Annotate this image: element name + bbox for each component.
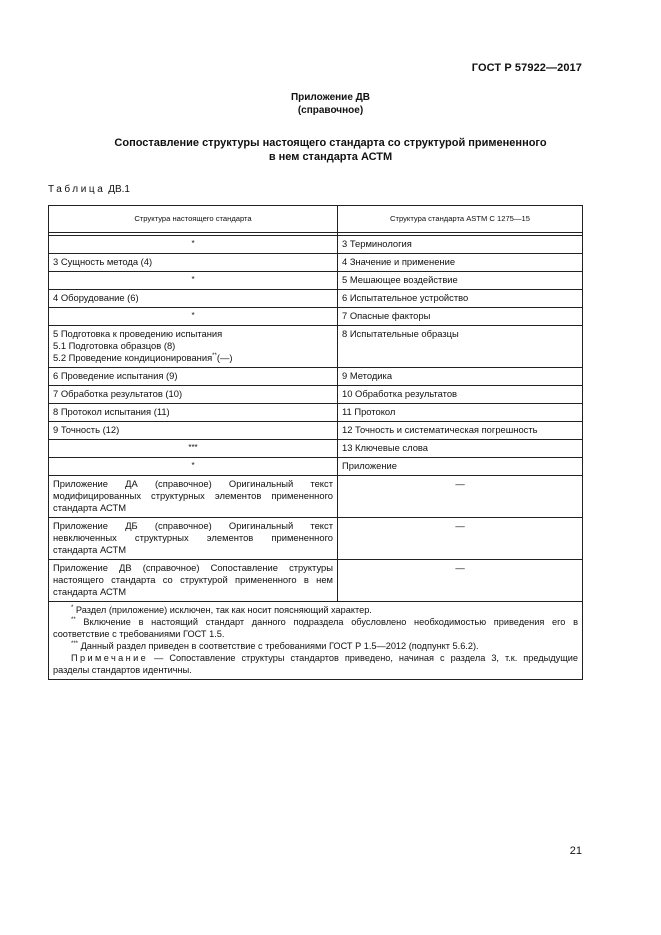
document-title-line-1: Сопоставление структуры настоящего стандарта со структурой примененного — [114, 137, 547, 149]
table-row — [49, 518, 583, 560]
cell-right: 3 Терминология — [338, 236, 583, 254]
header-astm-standard: Структура стандарта ASTM C 1275—15 — [338, 206, 583, 233]
appendix-kind: (справочное) — [297, 105, 364, 116]
table-caption — [48, 184, 130, 195]
cell-right: 9 Методика — [338, 368, 583, 386]
appendix-heading — [0, 91, 661, 117]
table-footnotes-row — [49, 602, 583, 680]
cell-left: Приложение ДВ (справочное) Сопоставление структуры настоящего стандарта со структурой примененного в нем стандарта АСТМ — [49, 560, 338, 602]
cell-right: 8 Испытательные образцы — [338, 326, 583, 368]
table-row — [49, 560, 583, 602]
cell-left: 7 Обработка результатов (10) — [49, 386, 338, 404]
table-row — [49, 272, 583, 290]
footnote-3 — [53, 640, 578, 652]
table-row — [49, 326, 583, 368]
table-note — [53, 652, 578, 676]
cell-right: 12 Точность и систематическая погрешность — [338, 422, 583, 440]
cell-left-line-3-tail: (—) — [216, 352, 233, 363]
cell-left: 6 Проведение испытания (9) — [49, 368, 338, 386]
table-row — [49, 458, 583, 476]
table-footnotes — [49, 602, 583, 680]
footnote-3-mark: *** — [71, 640, 79, 647]
cell-left-line-1: 5 Подготовка к проведению испытания — [53, 328, 223, 339]
footnote-1 — [53, 604, 578, 616]
page-number: 21 — [569, 845, 582, 857]
document-title — [0, 136, 661, 164]
cell-left-line-3-text: 5.2 Проведение кондиционирования — [53, 352, 213, 363]
cell-right: 7 Опасные факторы — [338, 308, 583, 326]
cell-right: — — [338, 518, 583, 560]
cell-right: 4 Значение и применение — [338, 254, 583, 272]
cell-left: 3 Сущность метода (4) — [49, 254, 338, 272]
cell-left-line-2: 5.1 Подготовка образцов (8) — [53, 340, 176, 351]
footnote-mark: ** — [212, 352, 217, 359]
table-row — [49, 254, 583, 272]
table-note-lead: Примечание — [71, 653, 149, 663]
structure-comparison-table — [48, 205, 583, 680]
cell-left: * — [49, 272, 338, 290]
table-caption-number: ДВ.1 — [105, 184, 130, 195]
cell-left: Приложение ДА (справочное) Оригинальный текст модифицированных структурных элементов примененного стандарта АСТМ — [49, 476, 338, 518]
cell-left: * — [49, 458, 338, 476]
cell-right: 6 Испытательное устройство — [338, 290, 583, 308]
cell-left: * — [49, 236, 338, 254]
document-title-line-2: в нем стандарта АСТМ — [268, 151, 393, 163]
appendix-title: Приложение ДВ — [290, 92, 371, 103]
table-row — [49, 404, 583, 422]
cell-right: 5 Мешающее воздействие — [338, 272, 583, 290]
table-row — [49, 308, 583, 326]
table-row — [49, 290, 583, 308]
cell-right: 13 Ключевые слова — [338, 440, 583, 458]
cell-left: Приложение ДБ (справочное) Оригинальный текст невключенных структурных элементов примененного стандарта АСТМ — [49, 518, 338, 560]
cell-left: *** — [49, 440, 338, 458]
table-note-text: — Сопоставление структуры стандартов приведено, начиная с раздела 3, т.к. предыдущие разделы стандартов идентичны. — [53, 653, 578, 675]
cell-right: 10 Обработка результатов — [338, 386, 583, 404]
table-row — [49, 422, 583, 440]
table-row — [49, 368, 583, 386]
footnote-1-mark: * — [71, 604, 74, 611]
footnote-2 — [53, 616, 578, 640]
cell-right: — — [338, 476, 583, 518]
document-id: ГОСТ Р 57922—2017 — [471, 62, 582, 74]
cell-left-line-3 — [53, 352, 333, 364]
table-row — [49, 386, 583, 404]
cell-right: Приложение — [338, 458, 583, 476]
table-caption-word: Таблица — [48, 184, 106, 195]
footnote-2-text: Включение в настоящий стандарт данного подраздела обусловлено необходимостью приведения его в соответствие с требованиями ГОСТ 1.5. — [53, 617, 578, 639]
table-row — [49, 236, 583, 254]
footnote-1-text: Раздел (приложение) исключен, так как носит поясняющий характер. — [73, 605, 372, 615]
footnote-3-text: Данный раздел приведен в соответствие с требованиями ГОСТ Р 1.5—2012 (подпункт 5.6.2). — [78, 641, 479, 651]
cell-right: 11 Протокол — [338, 404, 583, 422]
table-header-row — [49, 206, 583, 233]
cell-left: 4 Оборудование (6) — [49, 290, 338, 308]
header-this-standard: Структура настоящего стандарта — [49, 206, 338, 233]
cell-left: * — [49, 308, 338, 326]
footnote-2-mark: ** — [71, 616, 76, 623]
cell-left: 8 Протокол испытания (11) — [49, 404, 338, 422]
cell-left: 9 Точность (12) — [49, 422, 338, 440]
table-row — [49, 476, 583, 518]
cell-right: — — [338, 560, 583, 602]
table-row — [49, 440, 583, 458]
cell-left — [49, 326, 338, 368]
